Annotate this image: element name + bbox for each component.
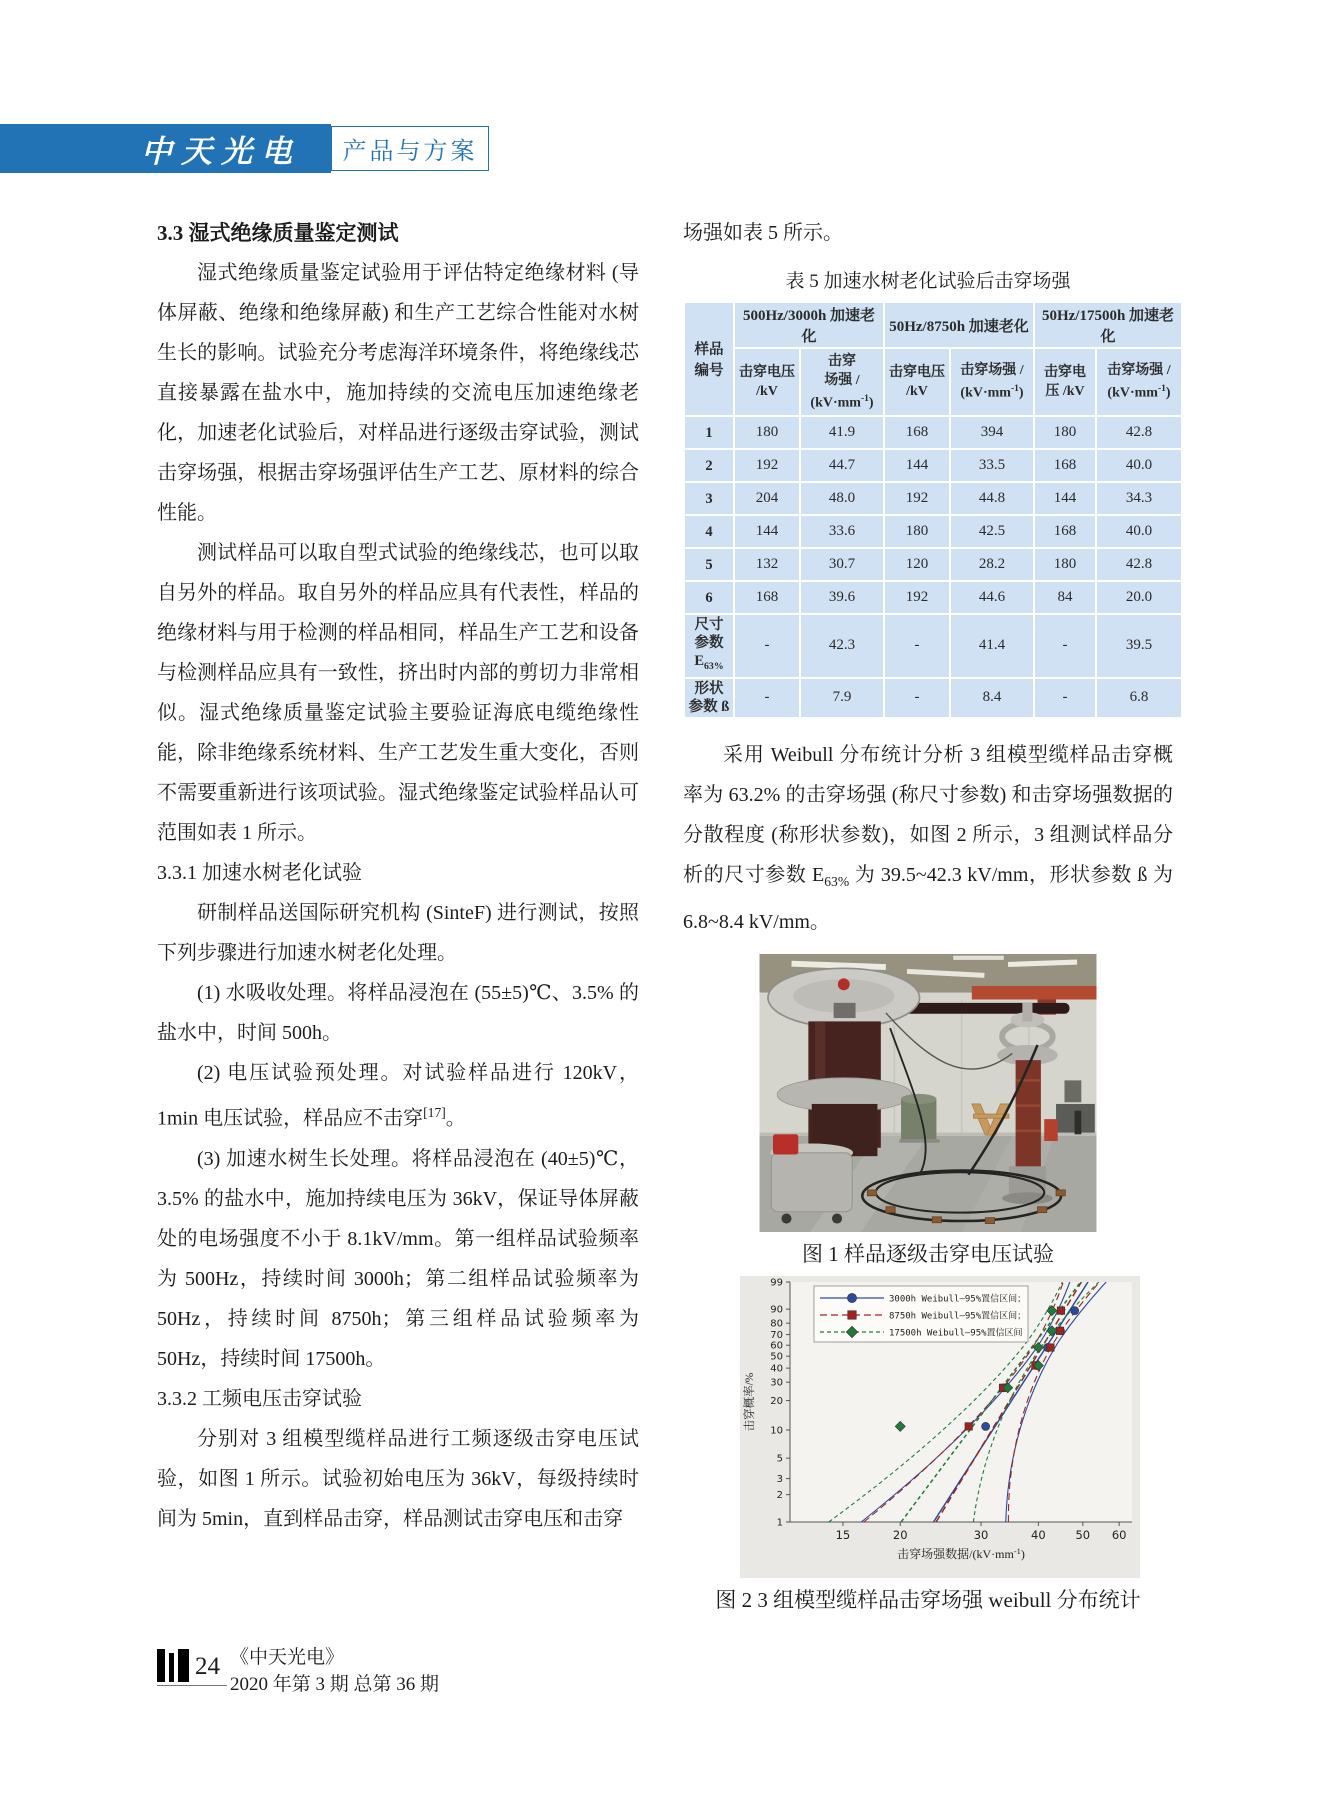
table-cell: 180 xyxy=(1035,549,1095,580)
y-tick-label: 2 xyxy=(776,1490,783,1502)
table-cell: 41.9 xyxy=(801,417,883,448)
table-cell: 40.0 xyxy=(1097,516,1181,547)
table-row xyxy=(685,516,1181,547)
x-tick-label: 40 xyxy=(1031,1527,1046,1542)
table-cell: 30.7 xyxy=(801,549,883,580)
paragraph: 测试样品可以取自型式试验的绝缘线芯，也可以取自另外的样品。取自另外的样品应具有代表性，样品的绝缘材料与用于检测的样品相同，样品生产工艺和设备与检测样品应具有一致性，挤出时内部的剪切力非常相似。湿式绝缘质量鉴定试验主要验证海底电缆绝缘性能，除非绝缘系统材料、生产工艺发生重大变化，否则不需要重新进行该项试验。湿式绝缘鉴定试验样品认可范围如表 1 所示。 xyxy=(157,542,639,844)
table-column-header: 击穿 场强 / $(kV\cdot mm^{-1})$ xyxy=(801,349,883,415)
table-cell: 44.8 xyxy=(951,483,1033,514)
table-cell: 204 xyxy=(735,483,799,514)
data-point xyxy=(1071,1306,1079,1314)
table-cell: 42.8 xyxy=(1097,417,1181,448)
legend-label: 8750h Weibull—95%置信区间； xyxy=(889,1311,1027,1322)
table-cell: 132 xyxy=(735,549,799,580)
y-tick-label: 20 xyxy=(770,1395,783,1407)
table-row-label: 3 xyxy=(685,483,733,514)
paragraph: 分别对 3 组模型缆样品进行工频逐级击穿电压试验，如图 1 所示。试验初始电压为 36kV，每级持续时间为 5min，直到样品击穿，样品测试击穿电压和击穿 xyxy=(157,1427,639,1530)
table-row-label: 2 xyxy=(685,450,733,481)
table-cell: 144 xyxy=(735,516,799,547)
paragraph: 场强如表 5 所示。 xyxy=(683,222,843,244)
y-tick-label: 70 xyxy=(770,1329,783,1341)
table-cell: 39.6 xyxy=(801,582,883,613)
table-row-label: 尺寸 参数 $E_{63\%}$ xyxy=(685,615,733,677)
table-cell: 20.0 xyxy=(1097,582,1181,613)
data-point xyxy=(1047,1344,1054,1351)
y-tick-label: 40 xyxy=(770,1363,783,1375)
table-row-label: 形状 参数 ß xyxy=(685,679,733,717)
header-logo-bar xyxy=(0,124,331,173)
table-cell: 192 xyxy=(735,450,799,481)
journal-logo: 中天光电 xyxy=(141,134,301,169)
paragraph: (2) 电压试验预处理。对试验样品进行 120kV，1min 电压试验，样品应不击穿[17]。 xyxy=(157,1062,639,1130)
y-tick-label: 3 xyxy=(776,1473,783,1485)
table5-title: 表 5 加速水树老化试验后击穿场强 xyxy=(785,271,1071,292)
y-tick-label: 1 xyxy=(776,1517,783,1529)
table-cell: 41.4 xyxy=(951,615,1033,677)
data-point xyxy=(848,1311,857,1320)
table-group-header: 500Hz/3000h 加速老化 xyxy=(735,303,883,347)
table-cell: 168 xyxy=(885,417,949,448)
table-cell: 168 xyxy=(1035,450,1095,481)
table-cell: 6.8 xyxy=(1097,679,1181,717)
footer-rule xyxy=(157,1685,227,1686)
section-heading: 3.3.1 加速水树老化试验 xyxy=(157,862,362,884)
table-row xyxy=(685,679,1181,717)
table-group-header: 50Hz/8750h 加速老化 xyxy=(885,303,1033,347)
x-tick-label: 20 xyxy=(892,1527,908,1542)
y-tick-label: 99 xyxy=(770,1277,783,1289)
table-row xyxy=(685,615,1181,677)
table-row xyxy=(685,483,1181,514)
table-cell: 33.5 xyxy=(951,450,1033,481)
table-column-header: 击穿电压 /kV xyxy=(735,349,799,415)
table-cell: 42.5 xyxy=(951,516,1033,547)
table-cell: 394 xyxy=(951,417,1033,448)
table-row-label: 6 xyxy=(685,582,733,613)
table5 xyxy=(683,301,1183,719)
x-axis-label: 击穿场强数据$/(kV\cdot mm^{-1})$ xyxy=(897,1546,1025,1561)
table-cell: - xyxy=(735,615,799,677)
x-tick-label: 60 xyxy=(1111,1527,1127,1542)
table-cell: 48.0 xyxy=(801,483,883,514)
x-tick-label: 50 xyxy=(1075,1527,1091,1542)
table-cell: 7.9 xyxy=(801,679,883,717)
table-cell: 168 xyxy=(735,582,799,613)
table-row xyxy=(685,417,1181,448)
table-cell: 28.2 xyxy=(951,549,1033,580)
table-cell: - xyxy=(885,615,949,677)
data-point xyxy=(847,1293,856,1302)
table-cell: 40.0 xyxy=(1097,450,1181,481)
table-cell: 44.7 xyxy=(801,450,883,481)
x-tick-label: 30 xyxy=(973,1527,989,1542)
right-column xyxy=(683,213,1173,1614)
section-heading: 3.3 湿式绝缘质量鉴定测试 xyxy=(157,221,399,245)
table-cell: 42.3 xyxy=(801,615,883,677)
paragraph: (3) 加速水树生长处理。将样品浸泡在 (40±5)℃，3.5% 的盐水中，施加持续电压为 36kV，保证导体屏蔽处的电场强度不小于 8.1kV/mm。第一组样品试验频率为 500Hz，持续时间 3000h；第二组样品试验频率为 50Hz，持续时间 8750h；第三组样品试验频率为 50Hz，持续时间 17500h。 xyxy=(157,1147,639,1370)
table-row-label: 1 xyxy=(685,417,733,448)
table-cell: 44.6 xyxy=(951,582,1033,613)
table-cell: 192 xyxy=(885,582,949,613)
footer-journal-name: 《中天光电》 xyxy=(230,1647,345,1668)
legend-label: 17500h Weibull—95%置信区间 xyxy=(889,1328,1023,1339)
table-cell: 34.3 xyxy=(1097,483,1181,514)
legend xyxy=(814,1286,1028,1342)
table-cell: 192 xyxy=(885,483,949,514)
footer-issue-info: 2020 年第 3 期 总第 36 期 xyxy=(230,1674,440,1695)
data-point xyxy=(965,1423,972,1430)
data-point xyxy=(1056,1327,1063,1334)
table-row xyxy=(685,582,1181,613)
table-column-header: 击穿场强 / $(kV\cdot mm^{-1})$ xyxy=(1097,349,1181,415)
table-cell: 42.8 xyxy=(1097,549,1181,580)
figure2-chart xyxy=(740,1276,1140,1578)
table-cell: - xyxy=(885,679,949,717)
footer-bars-icon xyxy=(157,1649,189,1682)
table-cell: 168 xyxy=(1035,516,1095,547)
y-tick-label: 60 xyxy=(770,1340,783,1352)
section-tab xyxy=(331,126,489,171)
table-cell: 8.4 xyxy=(951,679,1033,717)
table-cell: 39.5 xyxy=(1097,615,1181,677)
y-axis-label: 击穿概率/% xyxy=(744,1372,756,1432)
y-tick-label: 80 xyxy=(770,1318,783,1330)
table-cell: 180 xyxy=(735,417,799,448)
section-heading: 3.3.2 工频电压击穿试验 xyxy=(157,1387,362,1410)
left-column xyxy=(157,213,639,1539)
legend-label: 3000h Weibull—95%置信区间； xyxy=(889,1294,1027,1305)
table-cell: 144 xyxy=(885,450,949,481)
y-tick-label: 50 xyxy=(770,1351,783,1363)
y-tick-label: 30 xyxy=(770,1377,783,1389)
table-cell: - xyxy=(1035,679,1095,717)
table-cell: 180 xyxy=(1035,417,1095,448)
figure1-caption: 图 1 样品逐级击穿电压试验 xyxy=(802,1241,1054,1266)
section-tab-label: 产品与方案 xyxy=(342,139,478,165)
table-row xyxy=(685,450,1181,481)
table-column-header: 击穿电压 /kV xyxy=(885,349,949,415)
y-tick-label: 10 xyxy=(770,1425,783,1437)
table-row-label: 5 xyxy=(685,549,733,580)
page-footer xyxy=(157,1646,577,1716)
table-cell: 84 xyxy=(1035,582,1095,613)
table-cell: - xyxy=(735,679,799,717)
table-group-header: 50Hz/17500h 加速老化 xyxy=(1035,303,1181,347)
table-cell: 33.6 xyxy=(801,516,883,547)
y-tick-label: 90 xyxy=(770,1304,783,1316)
table-row xyxy=(685,549,1181,580)
figure2-caption: 图 2 3 组模型缆样品击穿场强 weibull 分布统计 xyxy=(715,1587,1141,1612)
paragraph: (1) 水吸收处理。将样品浸泡在 (55±5)℃、3.5% 的盐水中，时间 500h。 xyxy=(157,982,639,1044)
y-tick-label: 5 xyxy=(776,1453,783,1465)
table-column-header: 击穿电 压 /kV xyxy=(1035,349,1095,415)
x-tick-label: 15 xyxy=(835,1527,851,1542)
table-cell: - xyxy=(1035,615,1095,677)
data-point xyxy=(982,1422,990,1430)
figure1-photo xyxy=(758,954,1098,1232)
page-number: 24 xyxy=(195,1653,220,1680)
table-row-label: 4 xyxy=(685,516,733,547)
table-cell: 144 xyxy=(1035,483,1095,514)
paragraph: 研制样品送国际研究机构 (SinteF) 进行测试，按照下列步骤进行加速水树老化处理。 xyxy=(157,902,639,964)
weibull-plot xyxy=(740,1276,1140,1578)
table-cell: 180 xyxy=(885,516,949,547)
table-corner-header: 样品 编号 xyxy=(685,303,733,415)
data-point xyxy=(1057,1307,1064,1314)
paragraph: 湿式绝缘质量鉴定试验用于评估特定绝缘材料 (导体屏蔽、绝缘和绝缘屏蔽) 和生产工艺综合性能对水树生长的影响。试验充分考虑海洋环境条件，将绝缘线芯直接暴露在盐水中，施加持续的交流电压加速绝缘老化，加速老化试验后，对样品进行逐级击穿试验，测试击穿场强，根据击穿场强评估生产工艺、原材料的综合性能。 xyxy=(157,262,639,524)
figure1-photo-illustration xyxy=(758,954,1098,1232)
table-column-header: 击穿场强 / $(kV\cdot mm^{-1})$ xyxy=(951,349,1033,415)
paragraph: 采用 Weibull 分布统计分析 3 组模型缆样品击穿概率为 63.2% 的击穿场强 (称尺寸参数) 和击穿场强数据的分散程度 (称形状参数)，如图 2 所示，3 组测试样品分析的尺寸参数 $E_{63\%}$ 为 39.5~42.3 kV/mm，形状参数 ß 为 6.8~8.4 kV/mm。 xyxy=(683,743,1174,933)
table-cell: 120 xyxy=(885,549,949,580)
